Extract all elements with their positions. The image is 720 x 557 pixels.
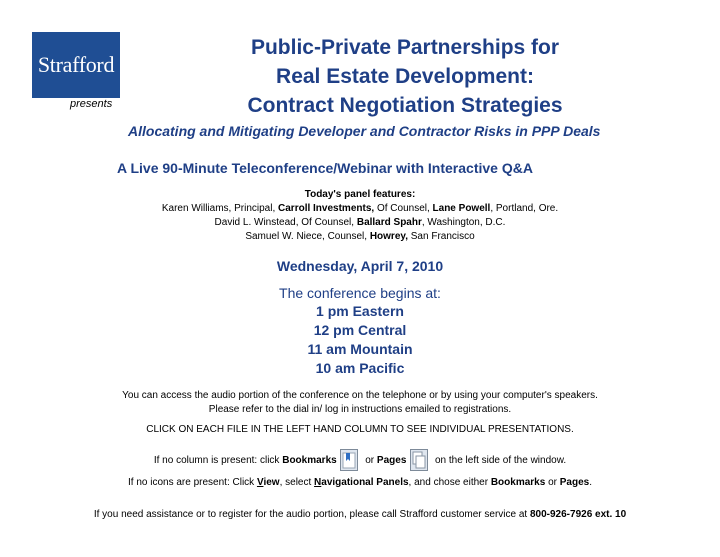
webinar-heading: A Live 90-Minute Teleconference/Webinar with Interactive Q&A xyxy=(117,160,533,176)
time-pacific: 10 am Pacific xyxy=(315,360,405,376)
panelist-2-city: , Washington, D.C. xyxy=(421,217,506,228)
panelist-3-city: San Francisco xyxy=(407,231,475,242)
presents-label: presents xyxy=(70,98,113,110)
view-underlined: V xyxy=(256,477,264,488)
panelist-2-firm: Ballard Spahr xyxy=(356,217,422,228)
panelist-2 xyxy=(0,216,720,230)
no-column-end: on the left side of the window. xyxy=(432,455,567,466)
panelist-1-firm: Carroll Investments, xyxy=(278,203,375,214)
access-line-1: You can access the audio portion of the conference on the telephone or by using your computer's speakers. xyxy=(122,390,598,401)
title-line-3: Contract Negotiation Strategies xyxy=(247,94,563,117)
page-title xyxy=(140,33,670,120)
begins-label: The conference begins at: xyxy=(279,285,441,301)
view-rest: iew xyxy=(263,477,280,488)
title-line-2: Real Estate Development: xyxy=(276,65,534,88)
panel-section xyxy=(0,188,720,244)
subtitle: Allocating and Mitigating Developer and Contractor Risks in PPP Deals xyxy=(128,123,601,139)
assistance-text: If you need assistance or to register for the audio portion, please call Strafford customer service at xyxy=(93,509,530,520)
no-icons-mid-2: , and chose either xyxy=(408,477,491,488)
no-icons-end: . xyxy=(589,477,592,488)
panelist-1-text: Karen Williams, Principal, xyxy=(161,203,279,214)
no-icons-instruction xyxy=(0,476,720,490)
phone-number: 800-926-7926 ext. 10 xyxy=(529,509,627,520)
pages-icon[interactable] xyxy=(410,449,428,471)
or-text: or xyxy=(362,455,377,466)
bookmarks-label: Bookmarks xyxy=(282,455,337,466)
panelist-2-text: David L. Winstead, Of Counsel, xyxy=(214,217,357,228)
bookmarks-label-2: Bookmarks xyxy=(490,477,546,488)
strafford-logo xyxy=(32,32,120,98)
pages-label-2: Pages xyxy=(559,477,590,488)
no-column-text: If no column is present: click xyxy=(153,455,283,466)
panelist-1-city: , Portland, Ore. xyxy=(490,203,559,214)
event-date: Wednesday, April 7, 2010 xyxy=(276,258,444,274)
panelist-3-firm: Howrey, xyxy=(369,231,408,242)
no-column-instruction xyxy=(0,447,720,475)
click-instruction: CLICK ON EACH FILE IN THE LEFT HAND COLUMN TO SEE INDIVIDUAL PRESENTATIONS. xyxy=(146,424,574,435)
no-icons-text: If no icons are present: Click xyxy=(128,477,257,488)
times-list xyxy=(0,302,720,378)
pages-label: Pages xyxy=(376,455,407,466)
panelist-3-text: Samuel W. Niece, Counsel, xyxy=(245,231,370,242)
panel-heading: Today's panel features: xyxy=(304,189,416,200)
panelist-1-role: Of Counsel, xyxy=(374,203,433,214)
access-line-2: Please refer to the dial in/ log in instructions emailed to registrations. xyxy=(208,404,512,415)
no-icons-mid: , select xyxy=(279,477,315,488)
panelist-1 xyxy=(0,202,720,216)
nav-rest: avigational Panels xyxy=(321,477,409,488)
time-mountain: 11 am Mountain xyxy=(307,341,413,357)
logo-text: Strafford xyxy=(37,52,115,77)
panelist-1-firm-2: Lane Powell xyxy=(432,203,491,214)
title-line-1: Public-Private Partnerships for xyxy=(250,36,560,59)
panelist-3 xyxy=(0,230,720,244)
nav-underlined: N xyxy=(314,477,322,488)
assistance-info xyxy=(0,508,720,522)
time-eastern: 1 pm Eastern xyxy=(316,303,404,319)
time-central: 12 pm Central xyxy=(313,322,407,338)
bookmarks-icon[interactable] xyxy=(340,449,358,471)
or-text-2: or xyxy=(545,477,560,488)
access-info xyxy=(0,389,720,417)
